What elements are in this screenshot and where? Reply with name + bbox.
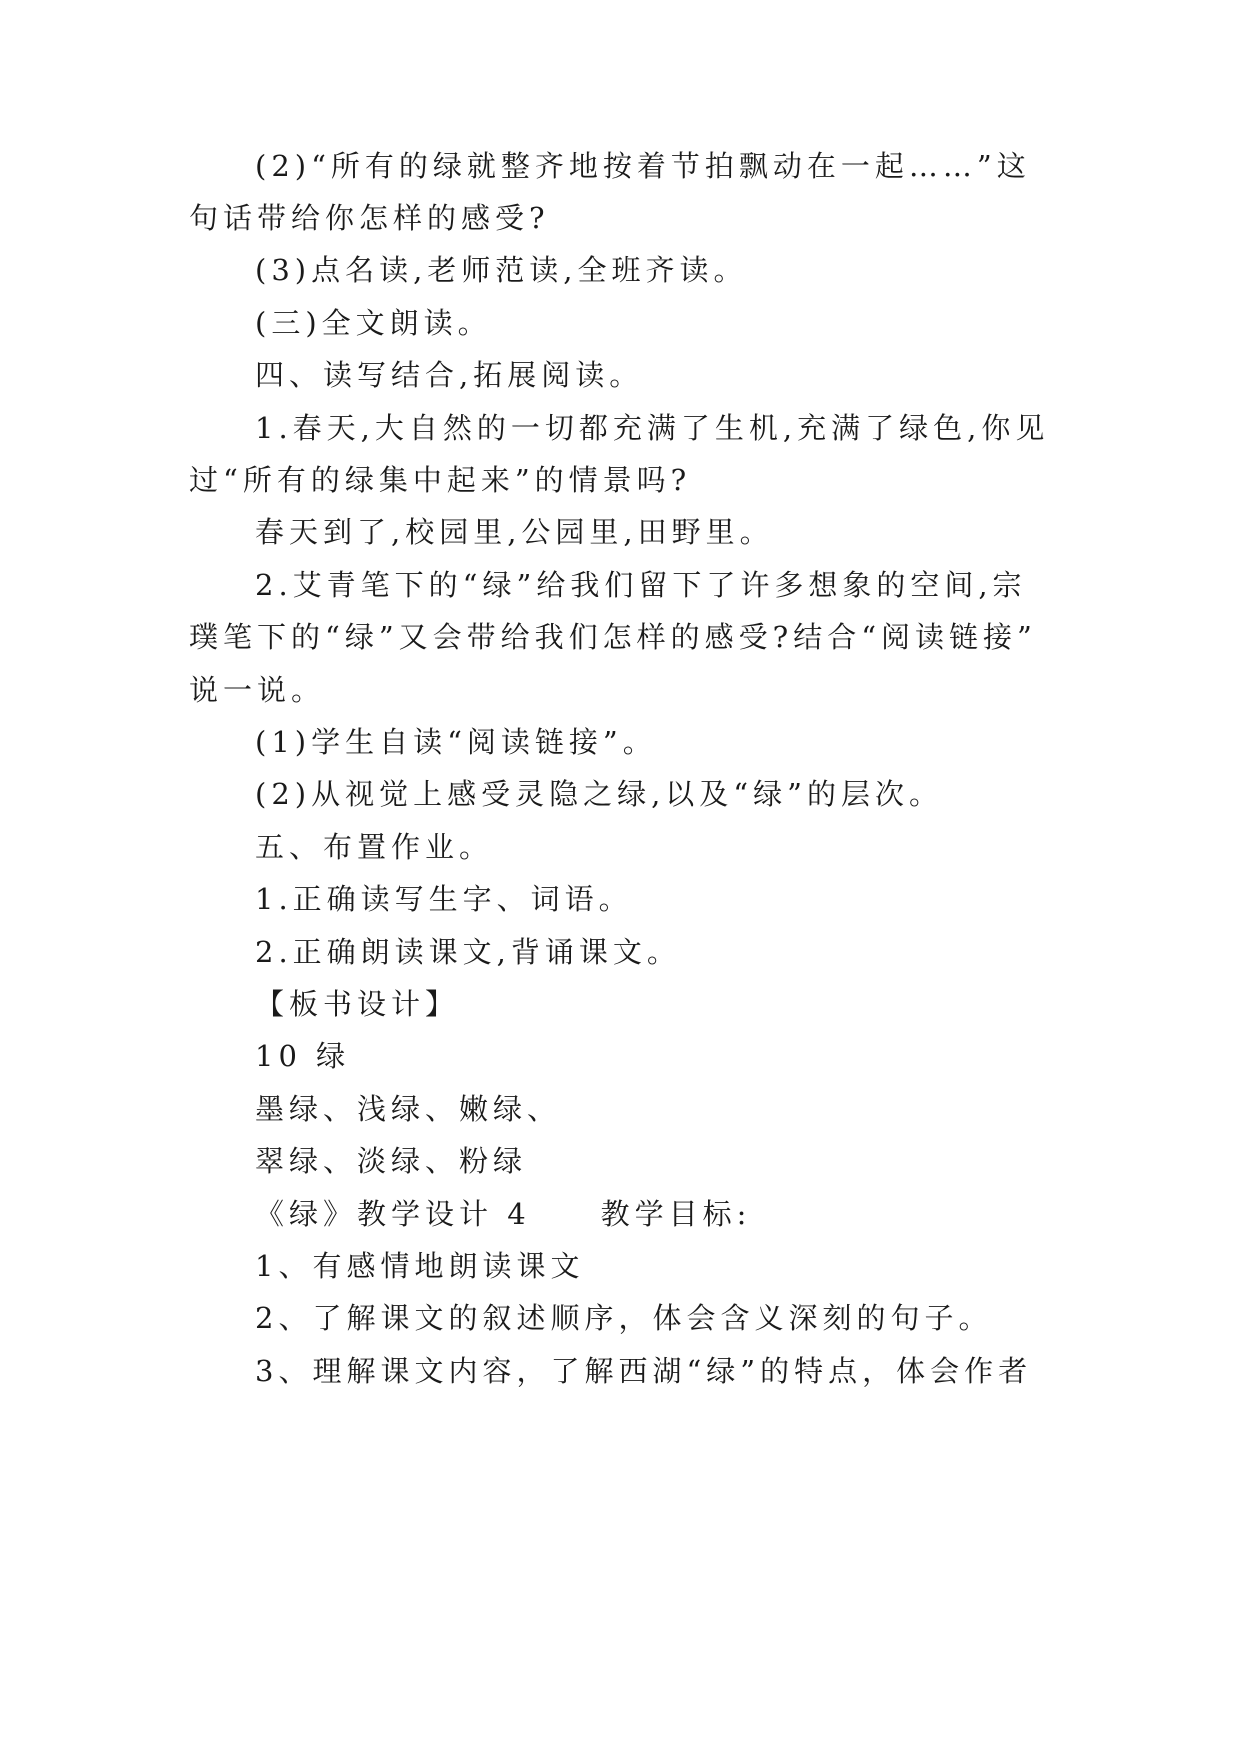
paragraph-line: (三)全文朗读。 — [255, 306, 492, 340]
board-design-heading: 【板书设计】 — [255, 987, 460, 1021]
paragraph-line: 10 绿 — [255, 1039, 351, 1073]
paragraph-line: 1、有感情地朗读课文 — [255, 1249, 585, 1283]
paragraph-line: 说一说。 — [189, 673, 326, 707]
paragraph-line: 句话带给你怎样的感受? — [189, 201, 550, 235]
paragraph-line: (2)“所有的绿就整齐地按着节拍飘动在一起……”这 — [255, 149, 1031, 183]
paragraph-line: (2)从视觉上感受灵隐之绿,以及“绿”的层次。 — [255, 777, 943, 811]
paragraph-line: 过“所有的绿集中起来”的情景吗? — [189, 463, 692, 497]
paragraph-line: (1)学生自读“阅读链接”。 — [255, 725, 657, 759]
paragraph-line: 1.正确读写生字、词语。 — [255, 882, 633, 916]
paragraph-line: 3、理解课文内容，了解西湖“绿”的特点，体会作者 — [255, 1354, 1033, 1388]
paragraph-line: 璞笔下的“绿”又会带给我们怎样的感受?结合“阅读链接” — [189, 620, 1037, 654]
lesson-title-line — [255, 1197, 752, 1231]
lesson-title: 《绿》教学设计 4 — [255, 1197, 531, 1231]
paragraph-line: 春天到了,校园里,公园里,田野里。 — [255, 515, 774, 549]
section-heading: 四、读写结合,拓展阅读。 — [255, 358, 644, 392]
section-heading: 五、布置作业。 — [255, 830, 494, 864]
paragraph-line: 2.正确朗读课文,背诵课文。 — [255, 935, 681, 969]
paragraph-line: 墨绿、浅绿、嫩绿、 — [255, 1092, 562, 1126]
paragraph-line: 2、了解课文的叙述顺序，体会含义深刻的句子。 — [255, 1301, 993, 1335]
objectives-label: 教学目标: — [600, 1197, 752, 1231]
paragraph-line: 翠绿、淡绿、粉绿 — [255, 1144, 528, 1178]
paragraph-line: 1.春天,大自然的一切都充满了生机,充满了绿色,你见 — [255, 411, 1050, 445]
paragraph-line: (3)点名读,老师范读,全班齐读。 — [255, 253, 748, 287]
paragraph-line: 2.艾青笔下的“绿”给我们留下了许多想象的空间,宗 — [255, 568, 1027, 602]
